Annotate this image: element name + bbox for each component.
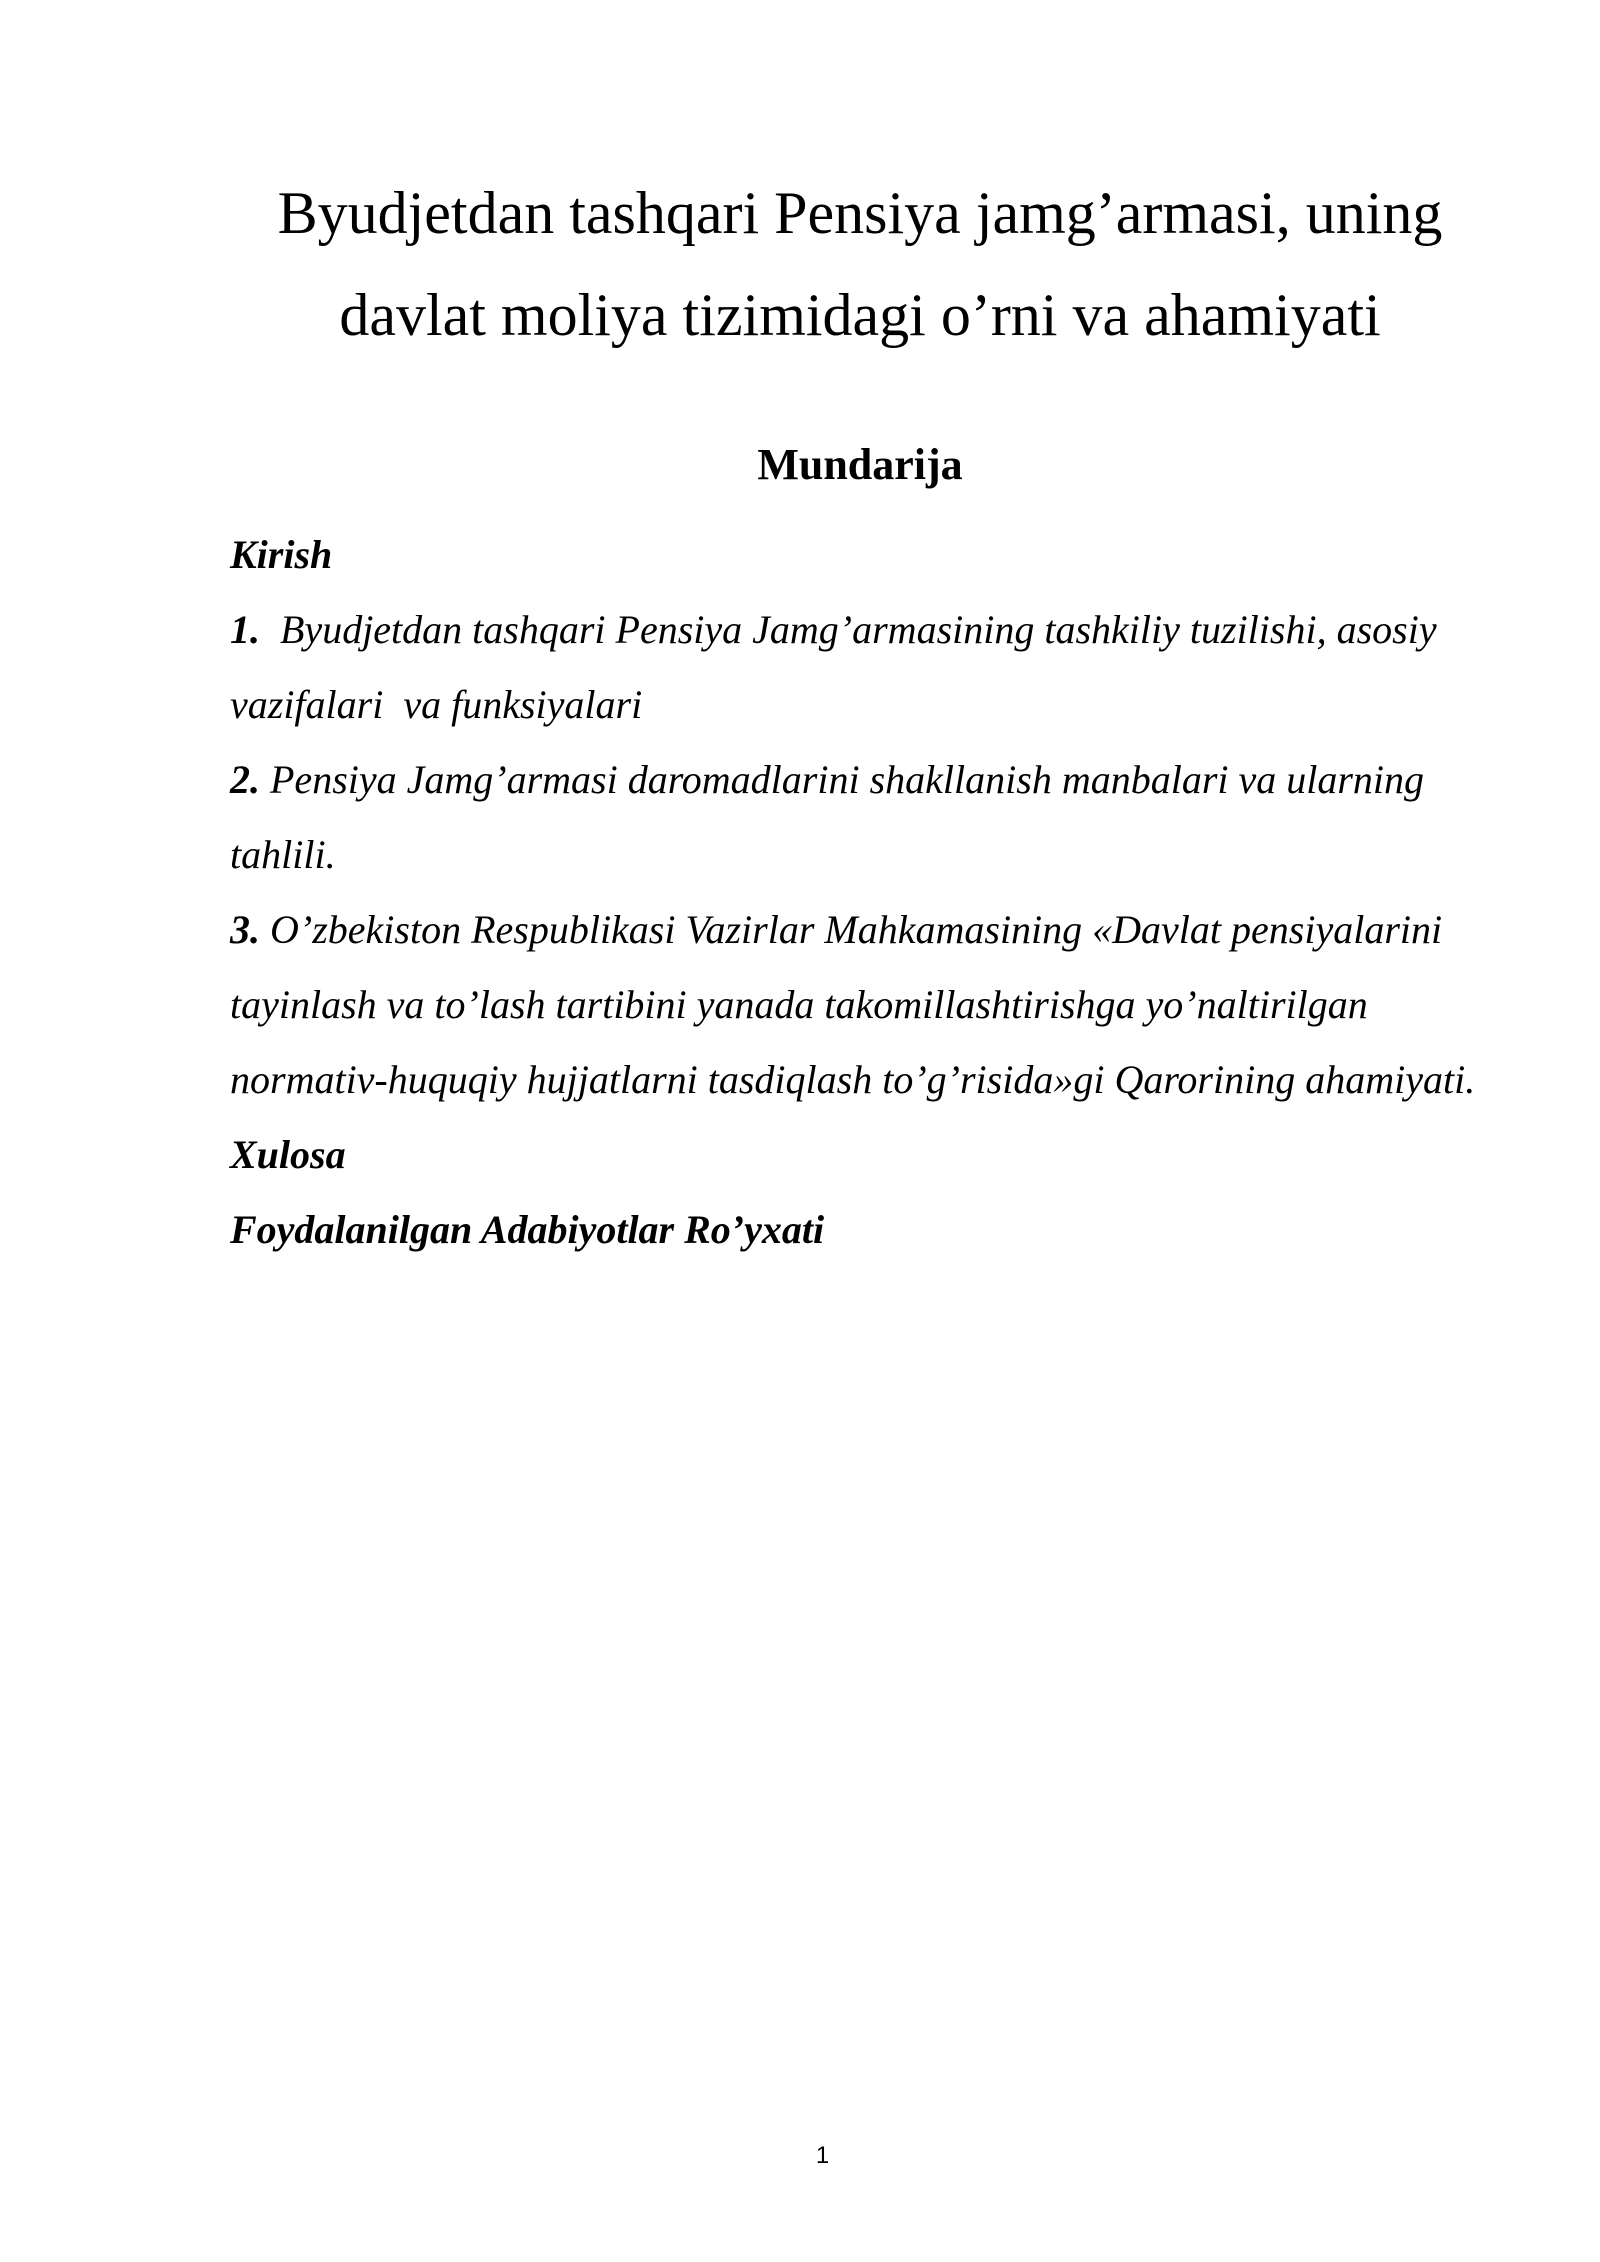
toc-entry-introduction (230, 517, 1480, 592)
toc-entry-text: Xulosa (230, 1132, 346, 1177)
toc-entry-number: 3. (230, 907, 260, 952)
toc-entry-text: Foydalanilgan Adabiyotlar Ro’yxati (230, 1207, 825, 1252)
toc-entry-references (230, 1192, 1480, 1267)
document-title: Byudjetdan tashqari Pensiya jamg’armasi, uning davlat moliya tizimidagi o’rni va ahamiyati (277, 180, 1443, 348)
toc-entry-text: Byudjetdan tashqari Pensiya Jamg’armasining tashkiliy tuzilishi, asosiy vazifalari va funksiyalari (230, 607, 1447, 727)
toc-entry-number: 2. (230, 757, 260, 802)
toc-entry-text: O’zbekiston Respublikasi Vazirlar Mahkamasining «Davlat pensiyalarini tayinlash va to’lash tartibini yanada takomillashtirishga yo’naltirilgan normativ-huquqiy hujjatlarni tasdiqlash to’g’risida»gi Qarorining ahamiyati. (230, 907, 1476, 1102)
toc-entry-2 (230, 742, 1480, 892)
toc-entry-number: 1. (230, 607, 260, 652)
toc-entry-3 (230, 892, 1480, 1117)
toc-entry-conclusion (230, 1117, 1480, 1192)
toc-heading: Mundarija (757, 440, 963, 489)
table-of-contents (230, 517, 1480, 1267)
toc-entry-1 (230, 592, 1480, 742)
toc-entry-text: Pensiya Jamg’armasi daromadlarini shakllanish manbalari va ularning tahlili. (230, 757, 1425, 877)
page-number: 1 (815, 2142, 830, 2169)
toc-entry-text: Kirish (230, 532, 333, 577)
